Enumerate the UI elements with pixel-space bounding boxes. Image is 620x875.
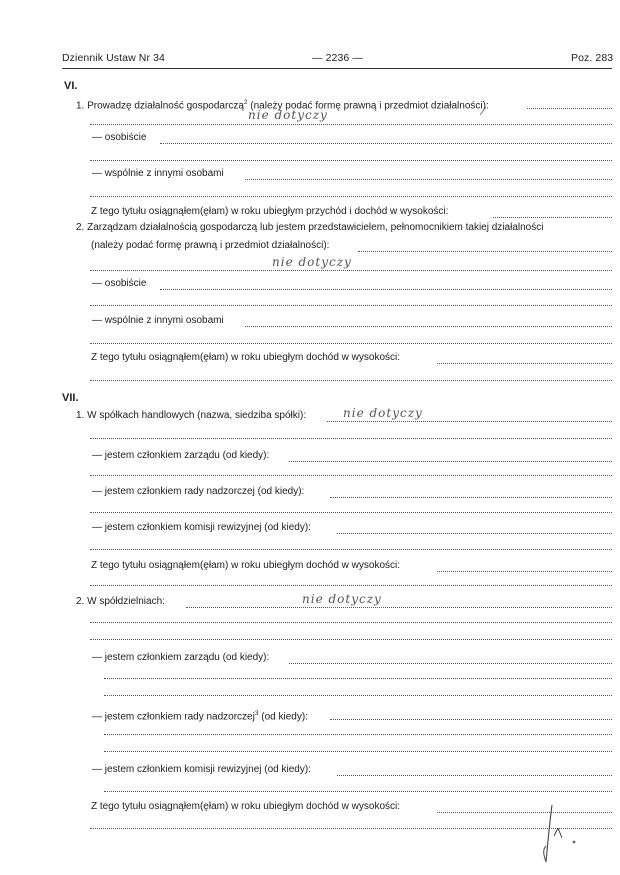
s7-item1-handwritten: nie dotyczy [343, 406, 423, 420]
s7-item2-audit-field-2[interactable] [104, 791, 612, 792]
s6-item1-jointly-field-2[interactable] [90, 196, 612, 197]
s7-item2-board-field-3[interactable] [104, 695, 612, 696]
journal-title: Dziennik Ustaw Nr 34 [62, 52, 165, 64]
s6-item2-jointly: — wspólnie z innymi osobami [92, 315, 224, 326]
s7-item2-board-field[interactable] [289, 663, 612, 664]
s6-item1-personally: — osobiście [92, 132, 147, 143]
s7-item2-board: — jestem członkiem zarządu (od kiedy): [92, 652, 270, 663]
s7-item2-audit: — jestem członkiem komisji rewizyjnej (od kiedy): [92, 764, 311, 775]
s7-item1-income: Z tego tytułu osiągnąłem(ęłam) w roku ubiegłym dochód w wysokości: [91, 560, 401, 571]
position-number: Poz. 283 [571, 52, 614, 64]
s7-item1-audit: — jestem członkiem komisji rewizyjnej (od kiedy): [92, 522, 311, 533]
s7-item1-field[interactable] [327, 421, 612, 422]
s6-item1-personally-field-2[interactable] [90, 160, 612, 161]
s6-item2-field[interactable] [358, 251, 612, 252]
s7-item2-field-2[interactable] [90, 622, 612, 623]
page-number: — 2236 — [312, 52, 363, 64]
s7-item1-supervisory-field-2[interactable] [90, 512, 612, 513]
s6-item1-income: Z tego tytułu osiągnąłem(ęłam) w roku ubiegłym przychód i dochód w wysokości: [91, 206, 449, 217]
s7-item2-field[interactable] [186, 607, 612, 608]
s7-item1-income-field-2[interactable] [90, 585, 612, 586]
s7-item1-supervisory: — jestem członkiem rady nadzorczej (od kiedy): [92, 486, 305, 497]
s7-item2-audit-field[interactable] [337, 775, 612, 776]
s6-item2-personally: — osobiście [92, 278, 147, 289]
s7-item2-label: 2. W spółdzielniach: [76, 596, 165, 607]
s7-item1-supervisory-field[interactable] [330, 497, 612, 498]
s6-item2-handwritten: nie dotyczy [272, 255, 352, 269]
s7-item1-label: 1. W spółkach handlowych (nazwa, siedziba spółki): [76, 410, 307, 421]
s6-item2-income: Z tego tytułu osiągnąłem(ęłam) w roku ubiegłym dochód w wysokości: [91, 352, 401, 363]
s6-item1-income-field[interactable] [493, 217, 612, 218]
s6-item1-field-2[interactable] [90, 124, 612, 125]
s6-item2-income-field-2[interactable] [90, 380, 612, 381]
s6-item2-field-2[interactable] [90, 270, 612, 271]
s7-item1-audit-field[interactable] [337, 533, 612, 534]
s7-item2-supervisory: — jestem członkiem rady nadzorczej$^3$ (od kiedy): [92, 710, 308, 723]
s7-item2-field-3[interactable] [90, 639, 612, 640]
s7-item2-board-field-2[interactable] [104, 678, 612, 679]
s6-item1-jointly-field[interactable] [245, 179, 612, 180]
pen-mark [478, 105, 490, 117]
s7-item1-income-field[interactable] [437, 571, 612, 572]
s6-item1-label: 1. Prowadzę działalność gospodarczą$^2$ (należy podać formę prawną i przedmiot działalności): [76, 99, 489, 112]
s7-item2-supervisory-field[interactable] [330, 719, 612, 720]
s7-item2-handwritten: nie dotyczy [302, 592, 382, 606]
s6-item2-label-line2: (należy podać formę prawną i przedmiot działalności): [91, 240, 330, 251]
s7-item1-audit-field-2[interactable] [90, 549, 612, 550]
s6-item1-personally-field[interactable] [160, 143, 612, 144]
header-rule [62, 68, 612, 69]
s7-item1-field-2[interactable] [90, 438, 612, 439]
s6-item1-handwritten: nie dotyczy [248, 108, 328, 122]
s7-item1-board: — jestem członkiem zarządu (od kiedy): [92, 450, 270, 461]
s6-item2-personally-field[interactable] [160, 289, 612, 290]
s6-item1-jointly: — wspólnie z innymi osobami [92, 168, 224, 179]
s7-item2-income: Z tego tytułu osiągnąłem(ęłam) w roku ubiegłym dochód w wysokości: [91, 801, 401, 812]
s6-item2-jointly-field-2[interactable] [90, 343, 612, 344]
s7-item1-board-field[interactable] [289, 461, 612, 462]
s7-item2-supervisory-field-3[interactable] [104, 751, 612, 752]
s6-item2-label-line1: 2. Zarządzam działalnością gospodarczą lub jestem przedstawicielem, pełnomocnikiem takiej działalności [76, 222, 544, 233]
section-7-heading: VII. [62, 392, 79, 404]
s7-item1-board-field-2[interactable] [90, 475, 612, 476]
s6-item1-field[interactable] [527, 108, 612, 109]
s6-item2-income-field[interactable] [437, 363, 612, 364]
section-6-heading: VI. [64, 80, 78, 92]
signature-initials [528, 800, 598, 870]
s6-item2-jointly-field[interactable] [245, 326, 612, 327]
s6-item2-personally-field-2[interactable] [90, 305, 612, 306]
s7-item2-supervisory-field-2[interactable] [104, 734, 612, 735]
